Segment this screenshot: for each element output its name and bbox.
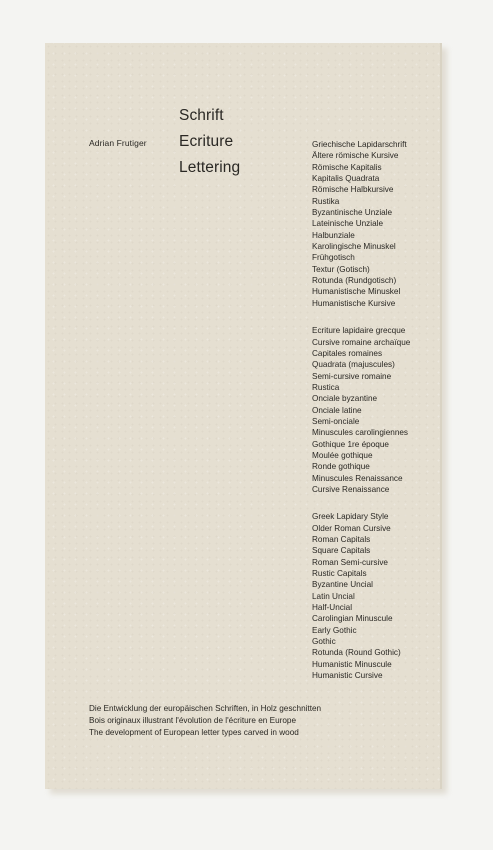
title-german: Schrift <box>179 107 224 124</box>
list-item: Capitales romaines <box>312 348 383 358</box>
list-item: Rotunda (Rundgotisch) <box>312 276 397 286</box>
list-item: Ältere römische Kursive <box>312 151 399 161</box>
list-item: Minuscules carolingiennes <box>312 428 409 438</box>
list-item: Greek Lapidary Style <box>312 512 389 522</box>
list-item: Byzantine Uncial <box>312 580 373 590</box>
list-item: Frühgotisch <box>312 253 355 263</box>
list-item: Römische Kapitalis <box>312 162 382 172</box>
list-item: Lateinische Unziale <box>312 219 384 229</box>
list-item: Moulée gothique <box>312 450 373 460</box>
title-block <box>179 103 240 181</box>
list-item: Römische Halbkursive <box>312 185 394 195</box>
list-french <box>312 325 410 495</box>
list-item: Carolingian Minuscule <box>312 614 393 624</box>
list-item: Byzantinische Unziale <box>312 208 393 218</box>
list-item: Quadrata (majuscules) <box>312 360 395 370</box>
list-item: Kapitalis Quadrata <box>312 174 380 184</box>
list-item: Latin Uncial <box>312 591 355 601</box>
list-item: Semi-cursive romaine <box>312 371 392 381</box>
list-item: Roman Capitals <box>312 535 371 544</box>
list-item: Gothic <box>312 637 336 647</box>
list-item: Rotunda (Round Gothic) <box>312 648 401 658</box>
list-item: Griechische Lapidarschrift <box>312 140 407 149</box>
list-item: Halbunziale <box>312 230 355 240</box>
list-item: Cursive romaine archaïque <box>312 337 411 347</box>
subtitle-english: The development of European letter types carved in wood <box>89 728 299 737</box>
list-item: Early Gothic <box>312 625 357 635</box>
list-item: Humanistic Minuscule <box>312 659 392 669</box>
cover-edge <box>440 43 442 789</box>
list-item: Ecriture lapidaire grecque <box>312 326 406 336</box>
list-english <box>312 511 410 681</box>
author-name: Adrian Frutiger <box>89 138 147 148</box>
list-item: Ronde gothique <box>312 462 370 472</box>
list-item: Onciale byzantine <box>312 394 378 404</box>
list-item: Square Capitals <box>312 546 371 556</box>
list-item: Older Roman Cursive <box>312 523 391 533</box>
list-item: Rustic Capitals <box>312 569 367 579</box>
list-item: Rustika <box>312 196 340 206</box>
list-item: Karolingische Minuskel <box>312 242 396 252</box>
list-item: Textur (Gotisch) <box>312 264 370 274</box>
list-german <box>312 139 410 309</box>
script-lists <box>312 139 410 681</box>
list-item: Cursive Renaissance <box>312 484 390 494</box>
list-item: Semi-onciale <box>312 416 360 426</box>
list-item: Humanistische Minuskel <box>312 287 401 297</box>
list-item: Onciale latine <box>312 405 362 415</box>
subtitle-french: Bois originaux illustrant l'évolution de l'écriture en Europe <box>89 716 297 725</box>
subtitle-block <box>89 703 321 739</box>
subtitle-german: Die Entwicklung der europäischen Schriften, in Holz geschnitten <box>89 704 322 713</box>
list-item: Minuscules Renaissance <box>312 473 403 483</box>
list-item: Roman Semi-cursive <box>312 557 388 567</box>
list-item: Half-Uncial <box>312 603 353 613</box>
list-item: Gothique 1re époque <box>312 439 389 449</box>
list-item: Humanistic Cursive <box>312 671 383 681</box>
title-french: Ecriture <box>179 133 234 150</box>
list-item: Rustica <box>312 382 340 392</box>
book-cover <box>45 43 442 789</box>
list-item: Humanistische Kursive <box>312 298 396 308</box>
title-english: Lettering <box>179 159 241 176</box>
